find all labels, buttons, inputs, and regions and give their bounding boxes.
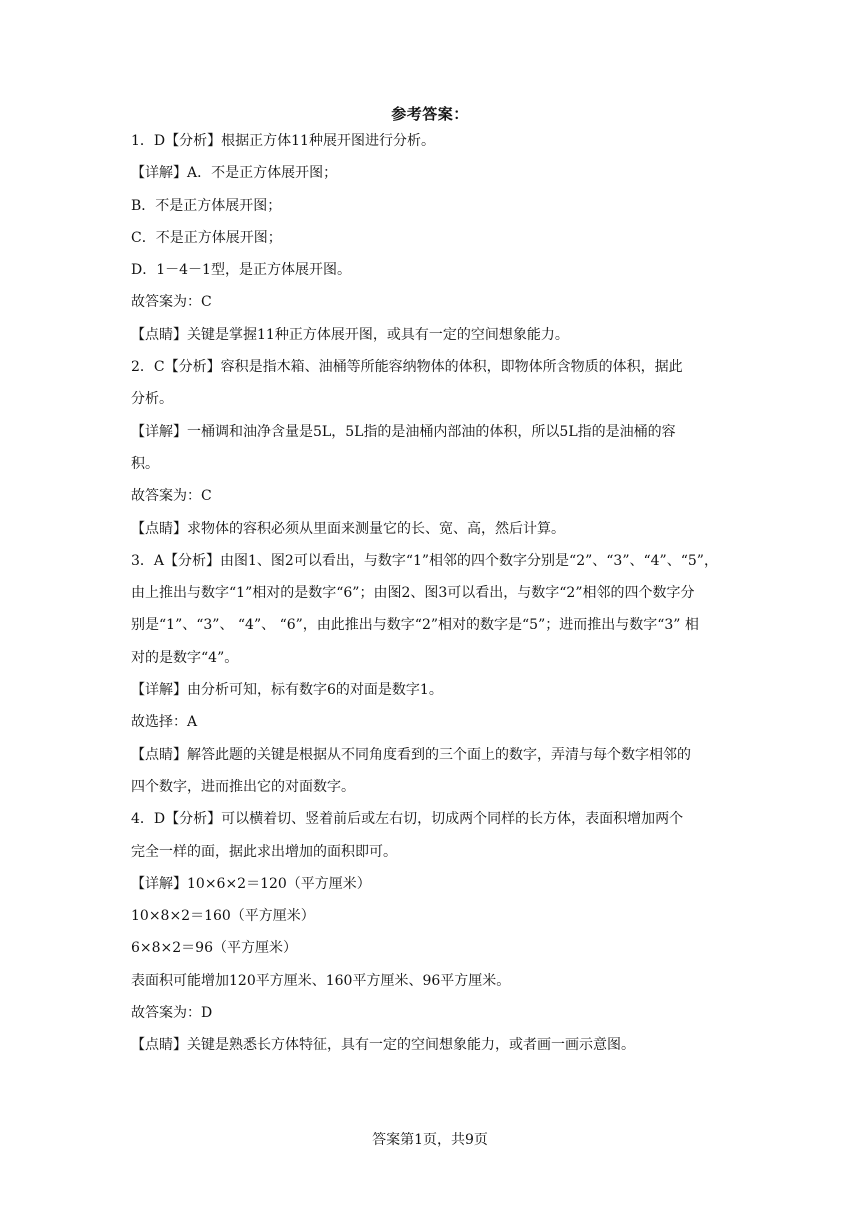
q1-analysis: 1．D【分析】根据正方体11种展开图进行分析。 [131, 133, 435, 149]
q3-comment-line1: 【点睛】解答此题的关键是根据从不同角度看到的三个面上的数字，弄清与每个数字相邻的 [131, 746, 691, 763]
q2-analysis-line2: 分析。 [131, 391, 173, 408]
q4-detail-calc3: 6×8×2＝96（平方厘米） [131, 940, 297, 957]
q2-analysis-line1: 2．C【分析】容积是指木箱、油桶等所能容纳物体的体积，即物体所含物质的体积，据此 [131, 359, 683, 376]
q1-comment: 【点睛】关键是掌握11种正方体展开图，或具有一定的空间想象能力。 [131, 326, 569, 343]
q1-detail-b: B．不是正方体展开图； [131, 197, 282, 214]
q4-answer: 故答案为：D [131, 1005, 213, 1022]
answer-content [131, 131, 731, 1068]
q4-analysis-line2: 完全一样的面，据此求出增加的面积即可。 [131, 843, 397, 860]
q2-detail-line2: 积。 [131, 455, 159, 472]
page-title: 参考答案： [391, 105, 469, 123]
q3-comment-line2: 四个数字，进而推出它的对面数字。 [131, 778, 355, 795]
q1-detail-a: 【详解】A．不是正方体展开图； [131, 165, 338, 182]
q2-comment: 【点睛】求物体的容积必须从里面来测量它的长、宽、高，然后计算。 [131, 520, 565, 537]
q4-analysis-line1: 4．D【分析】可以横着切、竖着前后或左右切，切成两个同样的长方体，表面积增加两个 [131, 811, 684, 828]
q3-analysis-line2: 由上推出与数字“1”相对的是数字“6”；由图2、图3可以看出，与数字“2”相邻的四个数字分 [131, 585, 695, 602]
q3-analysis-line1: 3．A【分析】由图1、图2可以看出，与数字“1”相邻的四个数字分别是“2”、“3”、“4”、“5”， [131, 552, 718, 569]
q1-detail-c: C．不是正方体展开图； [131, 229, 282, 246]
q4-detail-calc2: 10×8×2＝160（平方厘米） [131, 908, 315, 925]
q3-answer: 故选择：A [131, 714, 198, 731]
q4-detail-summary: 表面积可能增加120平方厘米、160平方厘米、96平方厘米。 [131, 972, 511, 989]
q2-answer: 故答案为：C [131, 488, 212, 505]
q2-detail-line1: 【详解】一桶调和油净含量是5L，5L指的是油桶内部油的体积，所以5L指的是油桶的容 [131, 423, 676, 440]
q4-comment: 【点睛】关键是熟悉长方体特征，具有一定的空间想象能力，或者画一画示意图。 [131, 1037, 635, 1054]
q3-detail: 【详解】由分析可知，标有数字6的对面是数字1。 [131, 682, 443, 699]
q1-answer: 故答案为：C [131, 294, 212, 311]
page-footer: 答案第1页，共9页 [372, 1132, 488, 1148]
q1-detail-d: D．1－4－1型，是正方体展开图。 [131, 262, 351, 279]
q3-analysis-line4: 对的是数字“4”。 [131, 649, 239, 666]
q4-detail-calc1: 【详解】10×6×2＝120（平方厘米） [131, 875, 371, 892]
q3-analysis-line3: 别是“1”、“3”、 “4”、 “6”，由此推出与数字“2”相对的数字是“5”；进而推出与数字“3” 相 [131, 617, 699, 634]
